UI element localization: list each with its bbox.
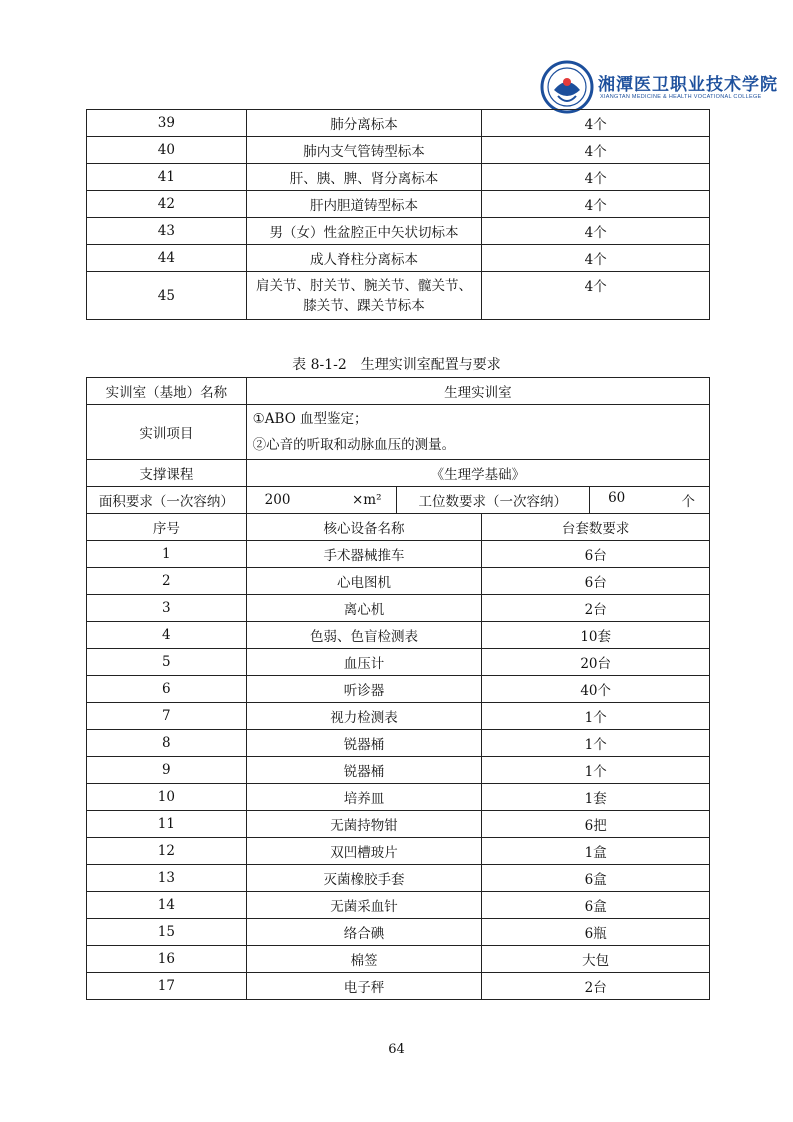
equipment-name: 听诊器 (246, 676, 482, 703)
table-row (87, 568, 710, 595)
equipment-qty: 2台 (482, 973, 710, 1000)
row-number: 40 (87, 137, 247, 164)
equipment-qty: 1个 (482, 757, 710, 784)
area-label: 面积要求（一次容纳） (87, 487, 247, 514)
equipment-qty: 4个 (482, 245, 710, 272)
header-logo (540, 60, 778, 116)
equipment-qty: 4个 (482, 218, 710, 245)
equipment-qty: 1个 (482, 703, 710, 730)
equipment-qty: 大包 (482, 946, 710, 973)
table-row (87, 191, 710, 218)
row-number: 4 (87, 622, 247, 649)
equipment-name: 锐器桶 (246, 730, 482, 757)
table-row (87, 892, 710, 919)
equipment-qty: 40个 (482, 676, 710, 703)
equipment-name: 成人脊柱分离标本 (246, 245, 482, 272)
row-number: 45 (87, 272, 247, 320)
row-number: 15 (87, 919, 247, 946)
equipment-qty: 1盒 (482, 838, 710, 865)
row-number: 44 (87, 245, 247, 272)
college-emblem-icon (540, 60, 594, 114)
row-number: 9 (87, 757, 247, 784)
table-row (87, 838, 710, 865)
col-header-qty: 台套数要求 (482, 514, 710, 541)
equipment-name: 男（女）性盆腔正中矢状切标本 (246, 218, 482, 245)
room-label: 实训室（基地）名称 (87, 378, 247, 405)
station-unit: 个 (681, 494, 695, 510)
table-row (87, 784, 710, 811)
equipment-name: 灭菌橡胶手套 (246, 865, 482, 892)
table-row (87, 703, 710, 730)
row-number: 12 (87, 838, 247, 865)
row-number: 17 (87, 973, 247, 1000)
equipment-name: 心电图机 (246, 568, 482, 595)
course-row (87, 460, 710, 487)
row-number: 14 (87, 892, 247, 919)
table-row (87, 110, 710, 137)
room-value: 生理实训室 (246, 378, 709, 405)
course-label: 支撑课程 (87, 460, 247, 487)
equipment-name (246, 272, 482, 320)
row-number: 6 (87, 676, 247, 703)
table-row (87, 595, 710, 622)
row-number: 5 (87, 649, 247, 676)
equipment-name: 离心机 (246, 595, 482, 622)
equipment-qty: 1个 (482, 730, 710, 757)
project-item-2: ②心音的听取和动脉血压的测量。 (252, 437, 456, 453)
equipment-name: 肝内胆道铸型标本 (246, 191, 482, 218)
equipment-qty: 20台 (482, 649, 710, 676)
project-value (246, 405, 709, 460)
equipment-name: 手术器械推车 (246, 541, 482, 568)
equipment-qty: 6台 (482, 541, 710, 568)
table-row (87, 541, 710, 568)
row-number: 3 (87, 595, 247, 622)
row-number: 7 (87, 703, 247, 730)
equipment-qty: 6台 (482, 568, 710, 595)
equipment-qty: 4个 (482, 164, 710, 191)
row-number: 43 (87, 218, 247, 245)
table-row (87, 811, 710, 838)
col-header-name: 核心设备名称 (246, 514, 482, 541)
equipment-name: 电子秤 (246, 973, 482, 1000)
row-number: 16 (87, 946, 247, 973)
equipment-name: 肝、胰、脾、肾分离标本 (246, 164, 482, 191)
column-header-row (87, 514, 710, 541)
equipment-qty: 6把 (482, 811, 710, 838)
table-row (87, 919, 710, 946)
equipment-name: 锐器桶 (246, 757, 482, 784)
equipment-name: 无菌持物钳 (246, 811, 482, 838)
equipment-name: 培养皿 (246, 784, 482, 811)
equipment-qty: 4个 (482, 191, 710, 218)
project-item-1: ①ABO 血型鉴定； (252, 411, 368, 427)
equipment-name: 肺分离标本 (246, 110, 482, 137)
row-number: 10 (87, 784, 247, 811)
equipment-qty: 6盒 (482, 892, 710, 919)
capacity-row (87, 487, 710, 514)
equipment-name: 络合碘 (246, 919, 482, 946)
equipment-qty: 2台 (482, 595, 710, 622)
equipment-qty: 4个 (482, 272, 710, 320)
equipment-name: 无菌采血针 (246, 892, 482, 919)
equipment-qty: 1套 (482, 784, 710, 811)
table-row (87, 164, 710, 191)
table-row (87, 622, 710, 649)
station-label: 工位数要求（一次容纳） (396, 487, 590, 514)
table-row (87, 973, 710, 1000)
equipment-name: 色弱、色盲检测表 (246, 622, 482, 649)
table-row (87, 218, 710, 245)
project-label: 实训项目 (87, 405, 247, 460)
area-unit: ×m² (351, 492, 382, 508)
equipment-qty: 4个 (482, 137, 710, 164)
equipment-qty: 4个 (482, 110, 710, 137)
table-row (87, 137, 710, 164)
area-value (246, 487, 396, 514)
row-number: 2 (87, 568, 247, 595)
equipment-qty: 6瓶 (482, 919, 710, 946)
table-row (87, 757, 710, 784)
station-number: 60 (608, 490, 626, 506)
row-number: 8 (87, 730, 247, 757)
project-row (87, 405, 710, 460)
table-row (87, 730, 710, 757)
table-row (87, 865, 710, 892)
equipment-name: 视力检测表 (246, 703, 482, 730)
equipment-name-line2: 膝关节、踝关节标本 (303, 297, 425, 314)
course-value: 《生理学基础》 (246, 460, 709, 487)
table-caption: 表 8-1-2 生理实训室配置与要求 (292, 357, 501, 373)
equipment-name: 血压计 (246, 649, 482, 676)
equipment-name: 双凹槽玻片 (246, 838, 482, 865)
row-number: 41 (87, 164, 247, 191)
school-name-cn: 湘潭医卫职业技术学院 (598, 75, 778, 95)
table-row (87, 946, 710, 973)
row-number: 13 (87, 865, 247, 892)
physiology-lab-table (86, 377, 710, 1000)
equipment-name-line1: 肩关节、肘关节、腕关节、髋关节、 (256, 277, 473, 294)
col-header-no: 序号 (87, 514, 247, 541)
table-row (87, 649, 710, 676)
row-number: 42 (87, 191, 247, 218)
equipment-qty: 10套 (482, 622, 710, 649)
area-number: 200 (264, 492, 291, 508)
equipment-name: 棉签 (246, 946, 482, 973)
station-value (590, 487, 710, 514)
table-row (87, 245, 710, 272)
table-row (87, 272, 710, 320)
room-name-row (87, 378, 710, 405)
page-number: 64 (388, 1042, 405, 1057)
top-equipment-table (86, 109, 710, 320)
row-number: 1 (87, 541, 247, 568)
equipment-qty: 6盒 (482, 865, 710, 892)
table-row (87, 676, 710, 703)
row-number: 11 (87, 811, 247, 838)
row-number: 39 (87, 110, 247, 137)
equipment-name: 肺内支气管铸型标本 (246, 137, 482, 164)
school-name-en: XIANGTAN MEDICINE & HEALTH VOCATIONAL COLLEGE (600, 94, 762, 100)
